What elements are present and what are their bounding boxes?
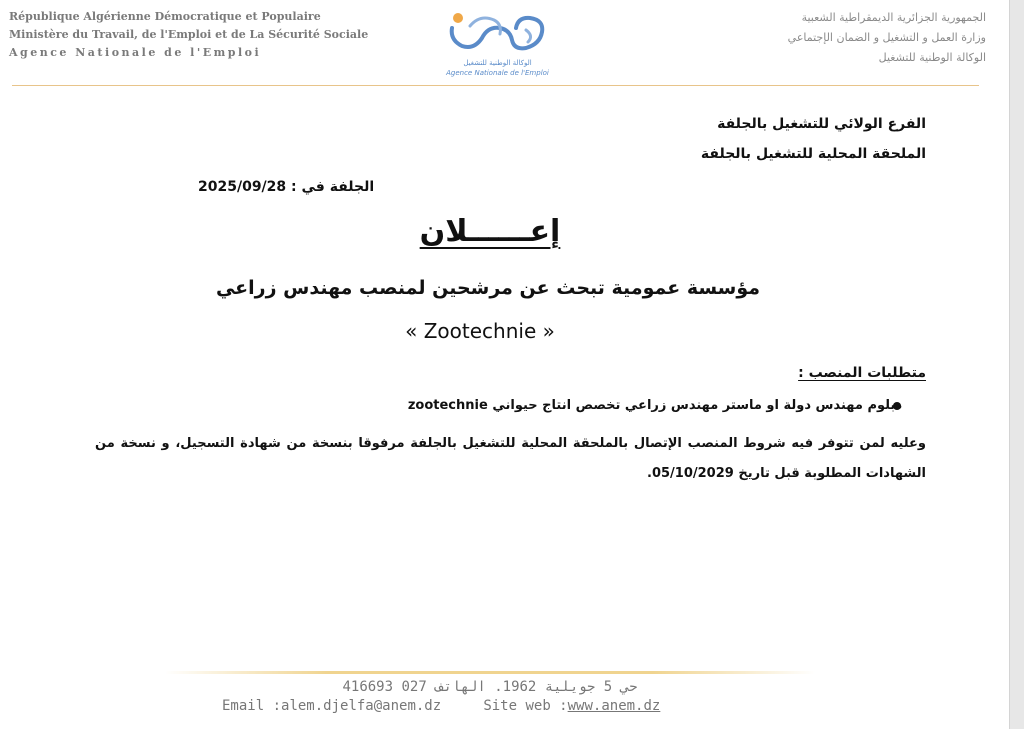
site-link[interactable]: www.anem.dz	[567, 698, 661, 714]
header-divider	[12, 85, 979, 86]
announcement-subtitle: مؤسسة عمومية تبحث عن مرشحين لمنصب مهندس زراعي	[215, 277, 761, 299]
logo-caption-french: Agence Nationale de l'Emploi	[446, 69, 549, 77]
footer-address: حي 5 جويلية 1962. الهاتف 027 416693	[342, 679, 638, 695]
application-paragraph: وعليه لمن تتوفر فيه شروط المنصب الإتصال بالملحقة المحلية للتشغيل بالجلفة مرفوقا بنسخة من شهادة التسجيل، و نسخة من الشهادات المطلوبة قبل تاريخ 05/10/2029.	[95, 436, 926, 481]
requirement-item: دبلوم مهندس دولة او ماستر مهندس زراعي تخصص انتاج حيواني zootechnie	[407, 398, 902, 413]
header-fr-line-ministry: Ministère du Travail, de l'Emploi et de La Sécurité Sociale	[9, 28, 369, 41]
header-arabic	[566, 8, 986, 68]
annex-name: الملحقة المحلية للتشغيل بالجلفة	[700, 146, 926, 162]
requirements-title: متطلبات المنصب :	[798, 365, 926, 381]
date-line	[198, 179, 374, 195]
footer-contacts	[222, 698, 660, 714]
anem-logo-icon	[430, 6, 565, 58]
email-address: alem.djelfa@anem.dz	[281, 698, 442, 714]
branch-name: الفرع الولائي للتشغيل بالجلفة	[717, 116, 926, 132]
site-label: Site web :	[483, 698, 568, 714]
date-label: الجلفة في :	[291, 179, 375, 195]
date-value: 2025/09/28	[198, 179, 287, 195]
email-label: Email :	[222, 698, 282, 714]
specialty-label: « Zootechnie »	[405, 319, 555, 343]
footer-divider	[165, 671, 815, 674]
scrollbar-track[interactable]	[1009, 0, 1024, 729]
header-ar-line-agency: الوكالة الوطنية للتشغيل	[878, 51, 986, 64]
header-french	[9, 8, 409, 62]
header-ar-line-ministry: وزارة العمل و التشغيل و الضمان الإجتماعي	[787, 31, 986, 44]
announcement-title: إعــــــلان	[419, 214, 561, 249]
header-ar-line-republic: الجمهورية الجزائرية الديمقراطية الشعبية	[801, 11, 986, 24]
logo-caption-arabic: الوكالة الوطنية للتشغيل	[463, 59, 532, 67]
header-fr-line-republic: République Algérienne Démocratique et Populaire	[9, 10, 321, 23]
anem-logo	[430, 6, 565, 78]
header-fr-line-agency: Agence Nationale de l'Emploi	[9, 46, 262, 59]
